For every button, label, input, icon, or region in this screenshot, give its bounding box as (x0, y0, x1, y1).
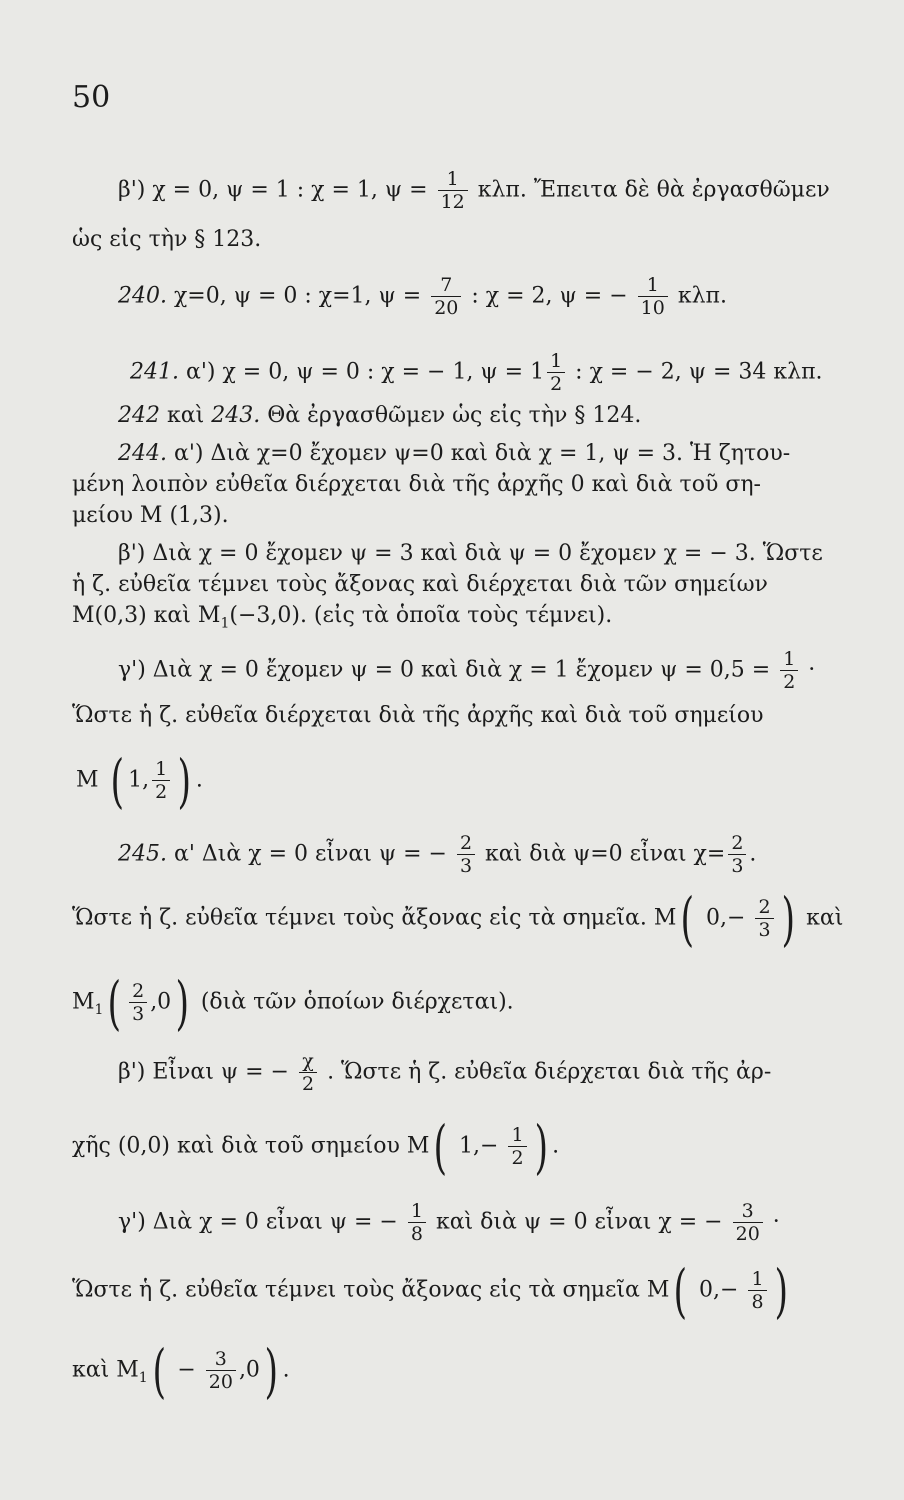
line-6: 244. α') Διὰ χ=0 ἔχομεν ψ=0 καὶ διὰ χ = 1, ψ = 3. Ἡ ζητου- (118, 441, 791, 466)
line-4: 241. α') χ = 0, ψ = 0 : χ = − 1, ψ = 1 $\frac{1}{2}$ : χ = − 2, ψ = 34 κλπ. (130, 350, 823, 395)
line-14: Μ ( 1, $\frac{1}{2}$ ) . (76, 746, 203, 815)
line-13: Ὥστε ἡ ζ. εὐθεῖα διέρχεται διὰ τῆς ἀρχῆς καὶ διὰ τοῦ σημείου (72, 703, 764, 728)
line-15: 245. α' Διὰ χ = 0 εἶναι ψ = − $\frac{2}{3}$ καὶ διὰ ψ=0 εἶναι χ= $\frac{2}{3}$ . (118, 832, 757, 877)
line-8: μείου Μ (1,3). (72, 503, 229, 528)
line-19: χῆς (0,0) καὶ διὰ τοῦ σημείου Μ( 1,− $\frac{1}{2}$ ) . (72, 1112, 560, 1181)
line-3: 240. χ=0, ψ = 0 : χ=1, ψ = $\frac{7}{20}$ : χ = 2, ψ = − $\frac{1}{10}$ κλπ. (118, 274, 727, 319)
line-12: γ') Διὰ χ = 0 ἔχομεν ψ = 0 καὶ διὰ χ = 1 ἔχομεν ψ = 0,5 = $\frac{1}{2}$ · (118, 648, 816, 693)
line-16: Ὥστε ἡ ζ. εὐθεῖα τέμνει τοὺς ἄξονας εἰς τὰ σημεῖα. Μ( 0,− $\frac{2}{3}$ ) καὶ (72, 884, 844, 953)
line-10: ἡ ζ. εὐθεῖα τέμνει τοὺς ἄξονας καὶ διέρχεται διὰ τῶν σημείων (72, 572, 768, 597)
line-11: Μ(0,3) καὶ $M_1(-3,0)$. (εἰς τὰ ὁποῖα τοὺς τέμνει). (72, 603, 613, 632)
line-9: β') Διὰ χ = 0 ἔχομεν ψ = 3 καὶ διὰ ψ = 0 ἔχομεν χ = − 3. Ὥστε (118, 541, 823, 566)
line-17: $M_1$( $\frac{2}{3}$ ,0) (διὰ τῶν ὁποίων διέρχεται). (72, 968, 514, 1037)
line-7: μένη λοιπὸν εὐθεῖα διέρχεται διὰ τῆς ἀρχῆς 0 καὶ διὰ τοῦ ση- (72, 472, 761, 497)
line-22: καὶ $M_1$( − $\frac{3}{20}$ ,0) . (72, 1336, 290, 1405)
page-number: 50 (72, 80, 111, 115)
line-2: ὡς εἰς τὴν § 123. (72, 227, 262, 252)
line-21: Ὥστε ἡ ζ. εὐθεῖα τέμνει τοὺς ἄξονας εἰς τὰ σημεῖα Μ( 0,− $\frac{1}{8}$ ) (72, 1256, 788, 1325)
line-5: 242 καὶ 243. Θὰ ἐργασθῶμεν ὡς εἰς τὴν § 124. (118, 403, 642, 428)
line-20: γ') Διὰ χ = 0 εἶναι ψ = − $\frac{1}{8}$ καὶ διὰ ψ = 0 εἶναι χ = − $\frac{3}{20}$ · (118, 1200, 780, 1245)
fraction: $\frac{1}{12}$ (438, 168, 468, 213)
line-1: β') χ = 0, ψ = 1 : χ = 1, ψ = $\frac{1}{12}$ κλπ. Ἔπειτα δὲ θὰ ἐργασθῶμεν (118, 168, 830, 213)
line-18: β') Εἶναι ψ = − $\frac{\chi}{2}$ . Ὥστε ἡ ζ. εὐθεῖα διέρχεται διὰ τῆς ἀρ- (118, 1050, 772, 1095)
